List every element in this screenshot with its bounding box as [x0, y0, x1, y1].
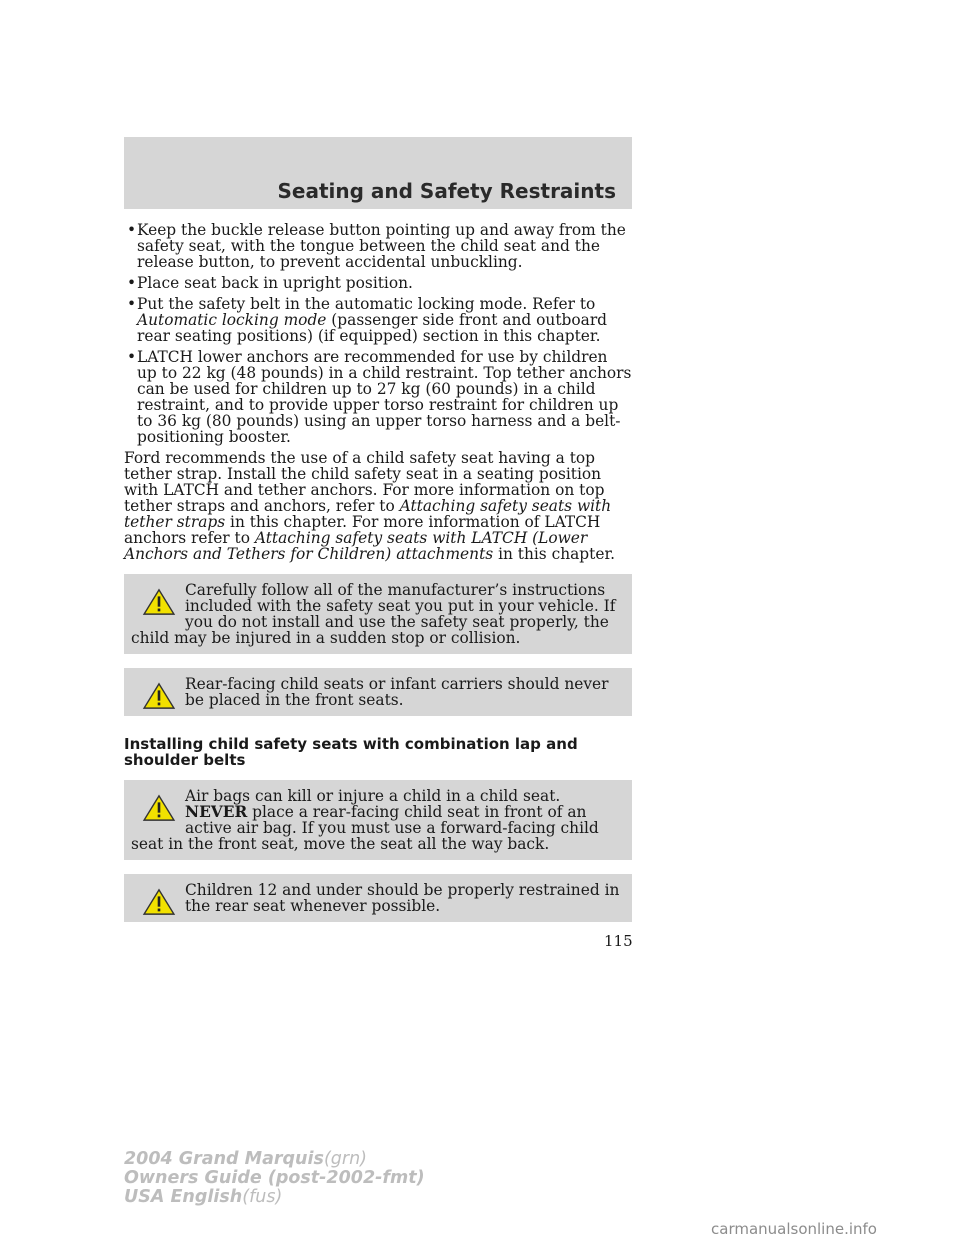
section-header-band	[124, 137, 632, 209]
bullet-item	[124, 222, 632, 270]
page-number: 115	[604, 932, 633, 950]
site-watermark: carmanualsonline.info	[711, 1220, 877, 1238]
bullet-text: Put the safety belt in the automatic locking mode. Refer to Automatic locking mode (passenger side front and outboard rear seating positions) (if equipped) section in this chapter.	[137, 295, 608, 345]
warning-text: Rear-facing child seats or infant carriers should never be placed in the front seats.	[185, 675, 609, 709]
bullet-text: Keep the buckle release button pointing up and away from the safety seat, with the tongue between the child seat and the release button, to prevent accidental unbuckling.	[137, 221, 626, 271]
cross-reference: Attaching safety seats with LATCH (Lower Anchors and Tethers for Children) attachments	[124, 529, 588, 563]
emphasis-never: NEVER	[185, 803, 248, 821]
bullet-dot: •	[127, 274, 137, 292]
page-content	[124, 222, 632, 922]
bullet-item	[124, 275, 632, 291]
bullet-dot: •	[127, 348, 137, 366]
bullet-item	[124, 296, 632, 344]
body-paragraph: Ford recommends the use of a child safety seat having a top tether strap. Install the child safety seat in a seating position with LATCH and tether anchors. For more information on top tether straps and anchors, refer to Attaching safety seats with tether straps in this chapter. For more information of LATCH anchors refer to Attaching safety seats with LATCH (Lower Anchors and Tethers for Children) attachments in this chapter.	[124, 449, 616, 563]
bullet-dot: •	[127, 295, 137, 313]
bullet-dot: •	[127, 221, 137, 239]
bullet-item	[124, 349, 632, 445]
bullet-text: Place seat back in upright position.	[137, 274, 413, 292]
warning-triangle-icon	[141, 682, 177, 710]
cross-reference: Attaching safety seats with tether straps	[124, 497, 612, 531]
section-subheading: Installing child safety seats with combination lap and shoulder belts	[124, 735, 578, 769]
warning-triangle-icon	[141, 888, 177, 916]
document-footer	[124, 1150, 425, 1207]
warning-box	[124, 574, 632, 654]
cross-reference: Automatic locking mode	[137, 311, 327, 329]
footer-line: 2004 Grand Marquis(grn)	[124, 1149, 367, 1169]
footer-line: Owners Guide (post-2002-fmt)	[124, 1168, 425, 1188]
warning-box	[124, 668, 632, 716]
warning-text: Carefully follow all of the manufacturer’s instructions included with the safety seat you put in your vehicle. If you do not install and use the safety seat properly, the child may be injured in a sudden stop or collision.	[131, 581, 616, 647]
warning-triangle-icon	[141, 588, 177, 616]
warning-text: Air bags can kill or injure a child in a child seat. NEVER place a rear-facing child seat in front of an active air bag. If you must use a forward-facing child seat in the front seat, move the seat all the way back.	[131, 787, 599, 853]
warning-triangle-icon	[141, 794, 177, 822]
warning-box	[124, 780, 632, 860]
warning-text: Children 12 and under should be properly restrained in the rear seat whenever possible.	[185, 881, 620, 915]
bullet-text: LATCH lower anchors are recommended for use by children up to 22 kg (48 pounds) in a child restraint. Top tether anchors can be used for children up to 27 kg (60 pounds) in a child restraint, and to provide upper torso restraint for children up to 36 kg (80 pounds) using an upper torso harness and a belt-positioning booster.	[137, 348, 632, 446]
section-title: Seating and Safety Restraints	[277, 179, 616, 203]
footer-line: USA English(fus)	[124, 1187, 283, 1207]
warning-box	[124, 874, 632, 922]
